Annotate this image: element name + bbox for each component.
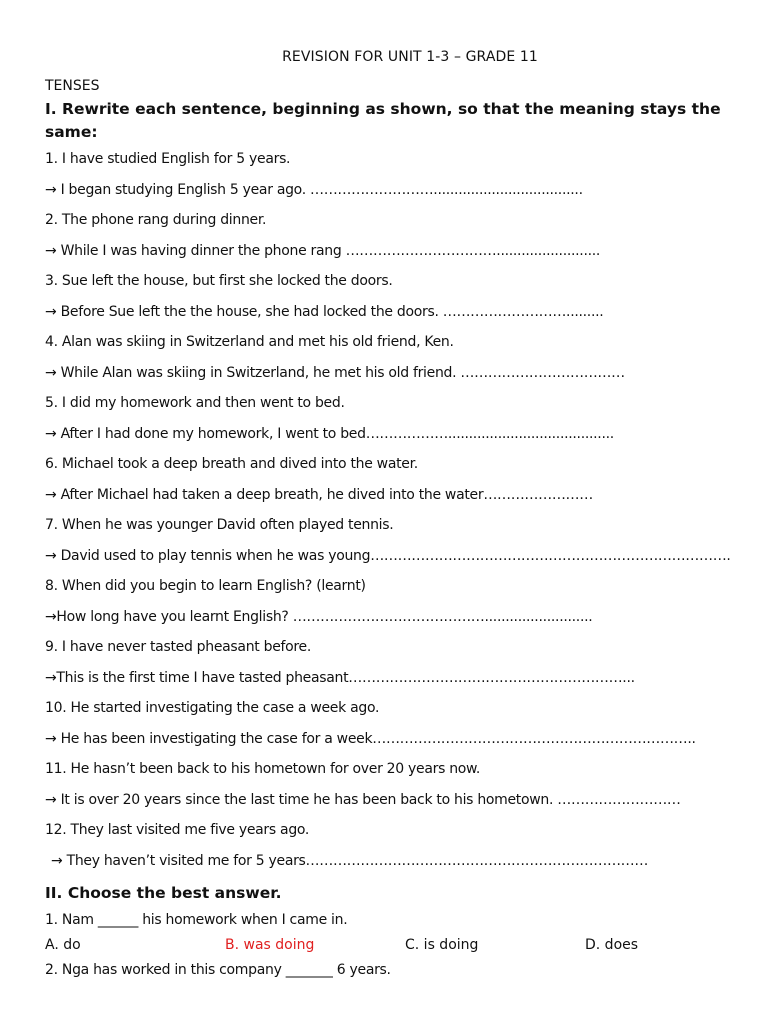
option-d: D. does: [585, 937, 639, 953]
answer-3: → Before Sue left the the house, she had locked the doors. ……………………….........: [45, 303, 604, 320]
question-3: 3. Sue left the house, but first she locked the doors.: [45, 273, 393, 289]
question-7: 7. When he was younger David often played tennis.: [45, 517, 394, 533]
mc-question-2: 2. Nga has worked in this company _______ 6 years.: [45, 962, 391, 978]
answer-11: → It is over 20 years since the last time he has been back to his hometown. ………………………: [45, 791, 681, 808]
question-12: 12. They last visited me five years ago.: [45, 822, 310, 838]
answer-1: → I began studying English 5 year ago. ………………………....................................: [45, 181, 583, 198]
part2-heading: II. Choose the best answer.: [45, 884, 282, 902]
question-4: 4. Alan was skiing in Switzerland and met his old friend, Ken.: [45, 334, 454, 350]
answer-8: →How long have you learnt English? ……………………………………..........................: [45, 608, 593, 625]
mc-question-1: 1. Nam ______ his homework when I came in.: [45, 912, 348, 928]
answer-9: →This is the first time I have tasted pheasant……………………………………………………...: [45, 669, 635, 686]
question-2: 2. The phone rang during dinner.: [45, 212, 267, 228]
option-a: A. do: [45, 937, 81, 953]
answer-4: → While Alan was skiing in Switzerland, he met his old friend. ………………………………: [45, 364, 625, 381]
option-b-correct: B. was doing: [225, 937, 315, 953]
question-10: 10. He started investigating the case a week ago.: [45, 700, 380, 716]
section-label: TENSES: [45, 78, 100, 94]
mc-options-1: [45, 933, 735, 958]
page-title: REVISION FOR UNIT 1-3 – GRADE 11: [282, 49, 538, 65]
question-11: 11. He hasn’t been back to his hometown for over 20 years now.: [45, 761, 481, 777]
question-8: 8. When did you begin to learn English? (learnt): [45, 578, 366, 594]
option-c: C. is doing: [405, 937, 479, 953]
answer-7: → David used to play tennis when he was young…………………………………………………………………….: [45, 547, 731, 564]
part1-heading: I. Rewrite each sentence, beginning as shown, so that the meaning stays the same:: [45, 100, 721, 141]
answer-5: → After I had done my homework, I went to bed………………........................................: [45, 425, 614, 442]
question-1: 1. I have studied English for 5 years.: [45, 151, 291, 167]
answer-10: → He has been investigating the case for a week……………………………………………………………..: [45, 730, 696, 747]
question-6: 6. Michael took a deep breath and dived into the water.: [45, 456, 418, 472]
worksheet-page: [45, 46, 735, 983]
question-9: 9. I have never tasted pheasant before.: [45, 639, 312, 655]
answer-2: → While I was having dinner the phone rang …………………………….........................: [45, 242, 601, 259]
answer-6: → After Michael had taken a deep breath, he dived into the water……………………: [45, 486, 593, 503]
part1-list: [45, 144, 735, 876]
question-5: 5. I did my homework and then went to bed.: [45, 395, 345, 411]
answer-12: → They haven’t visited me for 5 years…………………………………………………………………: [51, 852, 649, 869]
